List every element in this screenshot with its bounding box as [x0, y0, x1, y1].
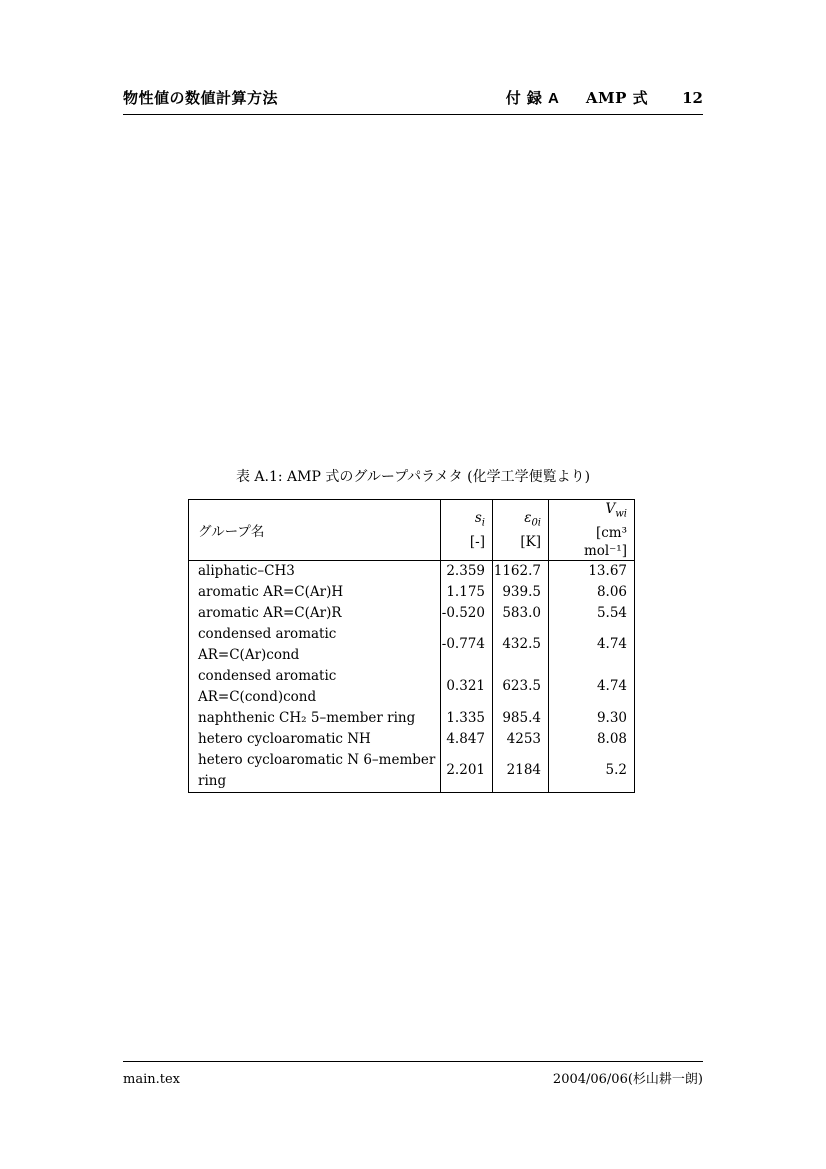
table-row [189, 708, 635, 729]
eps0i-subscript: 0i [531, 517, 541, 529]
vwi-value-cell: 9.30 [549, 708, 635, 729]
eps0i-value-cell: 623.5 [493, 666, 549, 708]
table-row [189, 666, 635, 708]
group-name-cell: aromatic AR=C(Ar)H [198, 583, 344, 600]
vwi-value-cell: 13.67 [549, 560, 635, 582]
header-appendix-label: 付 録 A [505, 90, 560, 107]
si-symbol: s [474, 510, 482, 526]
eps0i-symbol: ε [524, 510, 532, 526]
vwi-value-cell: 5.2 [549, 750, 635, 793]
table-header [189, 500, 635, 561]
table-body [189, 560, 635, 792]
column-header-group-name: グループ名 [189, 500, 441, 561]
table-row [189, 750, 635, 793]
page-number: 12 [682, 89, 703, 107]
si-value-cell: -0.774 [441, 624, 493, 666]
group-name-cell: naphthenic CH₂ 5–member ring [198, 709, 416, 726]
page-header [123, 87, 703, 115]
group-name-cell: condensed aromatic AR=C(Ar)cond [198, 625, 337, 663]
si-unit: [-] [469, 533, 485, 550]
column-header-eps0i [493, 500, 549, 561]
header-document-title: 物性値の数値計算方法 [123, 90, 279, 107]
vwi-symbol: V [605, 501, 616, 517]
footer-date-author: 2004/06/06(杉山耕一朗) [552, 1072, 703, 1087]
table-row [189, 603, 635, 624]
group-name-cell: condensed aromatic AR=C(cond)cond [198, 667, 337, 705]
eps0i-value-cell: 939.5 [493, 582, 549, 603]
vwi-subscript: wi [615, 508, 627, 520]
table-row [189, 560, 635, 582]
header-chapter-title: AMP 式 [585, 89, 649, 107]
si-value-cell: 0.321 [441, 666, 493, 708]
group-name-cell: hetero cycloaromatic NH [198, 730, 371, 747]
column-header-vwi [549, 500, 635, 561]
si-value-cell: 2.359 [441, 560, 493, 582]
vwi-unit: [cm³ mol⁻¹] [583, 524, 627, 559]
eps0i-unit: [K] [520, 533, 541, 550]
group-name-cell: aliphatic–CH3 [198, 562, 295, 579]
amp-parameter-table [188, 499, 635, 793]
vwi-value-cell: 8.08 [549, 729, 635, 750]
si-value-cell: 1.175 [441, 582, 493, 603]
vwi-value-cell: 8.06 [549, 582, 635, 603]
page-footer [123, 1061, 703, 1087]
footer-filename: main.tex [123, 1072, 180, 1087]
vwi-value-cell: 4.74 [549, 624, 635, 666]
eps0i-value-cell: 985.4 [493, 708, 549, 729]
si-value-cell: -0.520 [441, 603, 493, 624]
eps0i-value-cell: 432.5 [493, 624, 549, 666]
group-name-cell: hetero cycloaromatic N 6–member ring [198, 751, 436, 789]
group-name-cell: aromatic AR=C(Ar)R [198, 604, 342, 621]
eps0i-value-cell: 2184 [493, 750, 549, 793]
table-row [189, 624, 635, 666]
header-right-group [506, 87, 703, 108]
si-value-cell: 2.201 [441, 750, 493, 793]
table-caption: 表 A.1: AMP 式のグループパラメタ (化学工学便覧より) [235, 469, 591, 485]
vwi-value-cell: 4.74 [549, 666, 635, 708]
table-row [189, 582, 635, 603]
table-row [189, 729, 635, 750]
eps0i-value-cell: 583.0 [493, 603, 549, 624]
eps0i-value-cell: 4253 [493, 729, 549, 750]
column-header-si [441, 500, 493, 561]
si-subscript: i [481, 517, 485, 529]
eps0i-value-cell: 1162.7 [493, 560, 549, 582]
vwi-value-cell: 5.54 [549, 603, 635, 624]
si-value-cell: 1.335 [441, 708, 493, 729]
si-value-cell: 4.847 [441, 729, 493, 750]
table-header-row [189, 500, 635, 561]
